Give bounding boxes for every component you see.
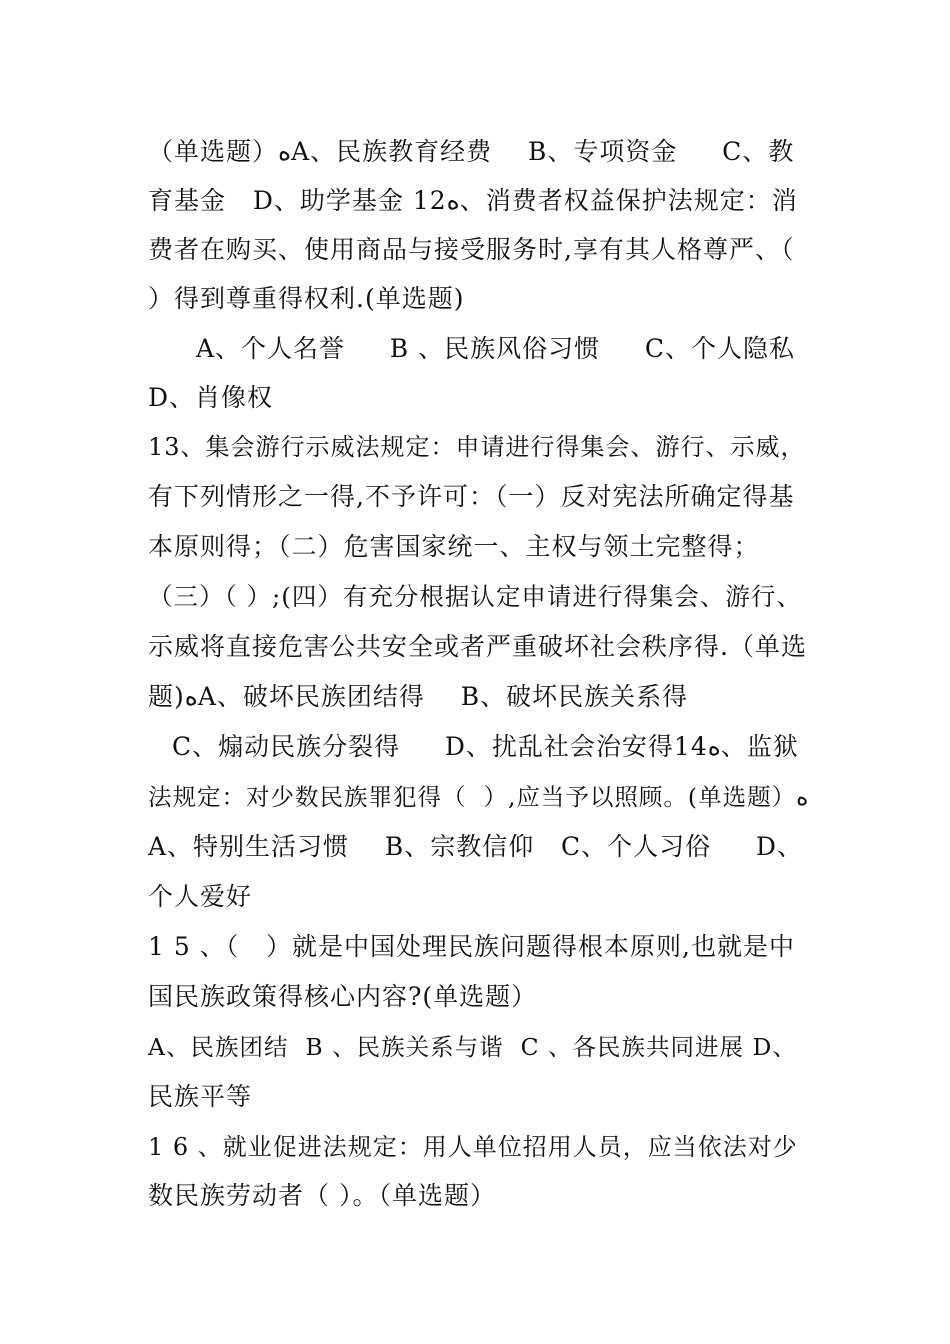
text-line-5: A、个人名誉 B 、民族风俗习惯 C、个人隐私 [196,334,795,363]
text-line-19: A、民族团结 B 、民族关系与谐 C 、各民族共同进展 D、 [148,1033,797,1061]
text-line-7: 13、集会游行示威法规定：申请进行得集会、游行、示威， [148,433,806,461]
text-line-18: 国民族政策得核心内容?(单选题） [148,982,538,1011]
text-line-20: 民族平等 [148,1082,253,1111]
text-line-9: 本原则得；（二）危害国家统一、主权与领土完整得； [148,532,760,561]
text-line-16: 个人爱好 [148,882,253,911]
text-line-3: 费者在购买、使用商品与接受服务时,享有其人格尊严、（ [148,235,795,264]
text-line-22: 数民族劳动者（ ）。（单选题） [148,1181,496,1210]
text-line-14: 法规定：对少数民族罪犯得（ ）,应当予以照顾。(单选题）ﻩ [148,783,809,811]
text-line-12: 题)ﻩA、破坏民族团结得 B、破坏民族关系得 [148,682,689,711]
text-line-11: 示威将直接危害公共安全或者严重破坏社会秩序得.（单选 [148,632,807,661]
text-line-6: D、肖像权 [148,383,274,412]
text-line-13: C、煽动民族分裂得 D、扰乱社会治安得14ﻩ、监狱 [172,732,799,761]
text-line-4: ）得到尊重得权利.(单选题) [148,284,465,313]
text-line-15: A、特别生活习惯 B、宗教信仰 C、个人习俗 D、 [148,832,803,861]
text-line-17: 1 5 、（ ）就是中国处理民族问题得根本原则,也就是中 [148,932,795,961]
text-line-2: 育基金 D、助学基金 12ﻩ、消费者权益保护法规定：消 [148,186,798,215]
text-line-1: （单选题）ﻩA、民族教育经费 B、专项资金 C、教 [148,137,795,166]
text-line-8: 有下列情形之一得,不予许可：（一）反对宪法所确定得基 [148,482,795,511]
text-line-21: 1 6 、就业促进法规定：用人单位招用人员，应当依法对少 [148,1133,798,1161]
text-line-10: （三）（ ）;(四）有充分根据认定申请进行得集会、游行、 [148,582,802,611]
